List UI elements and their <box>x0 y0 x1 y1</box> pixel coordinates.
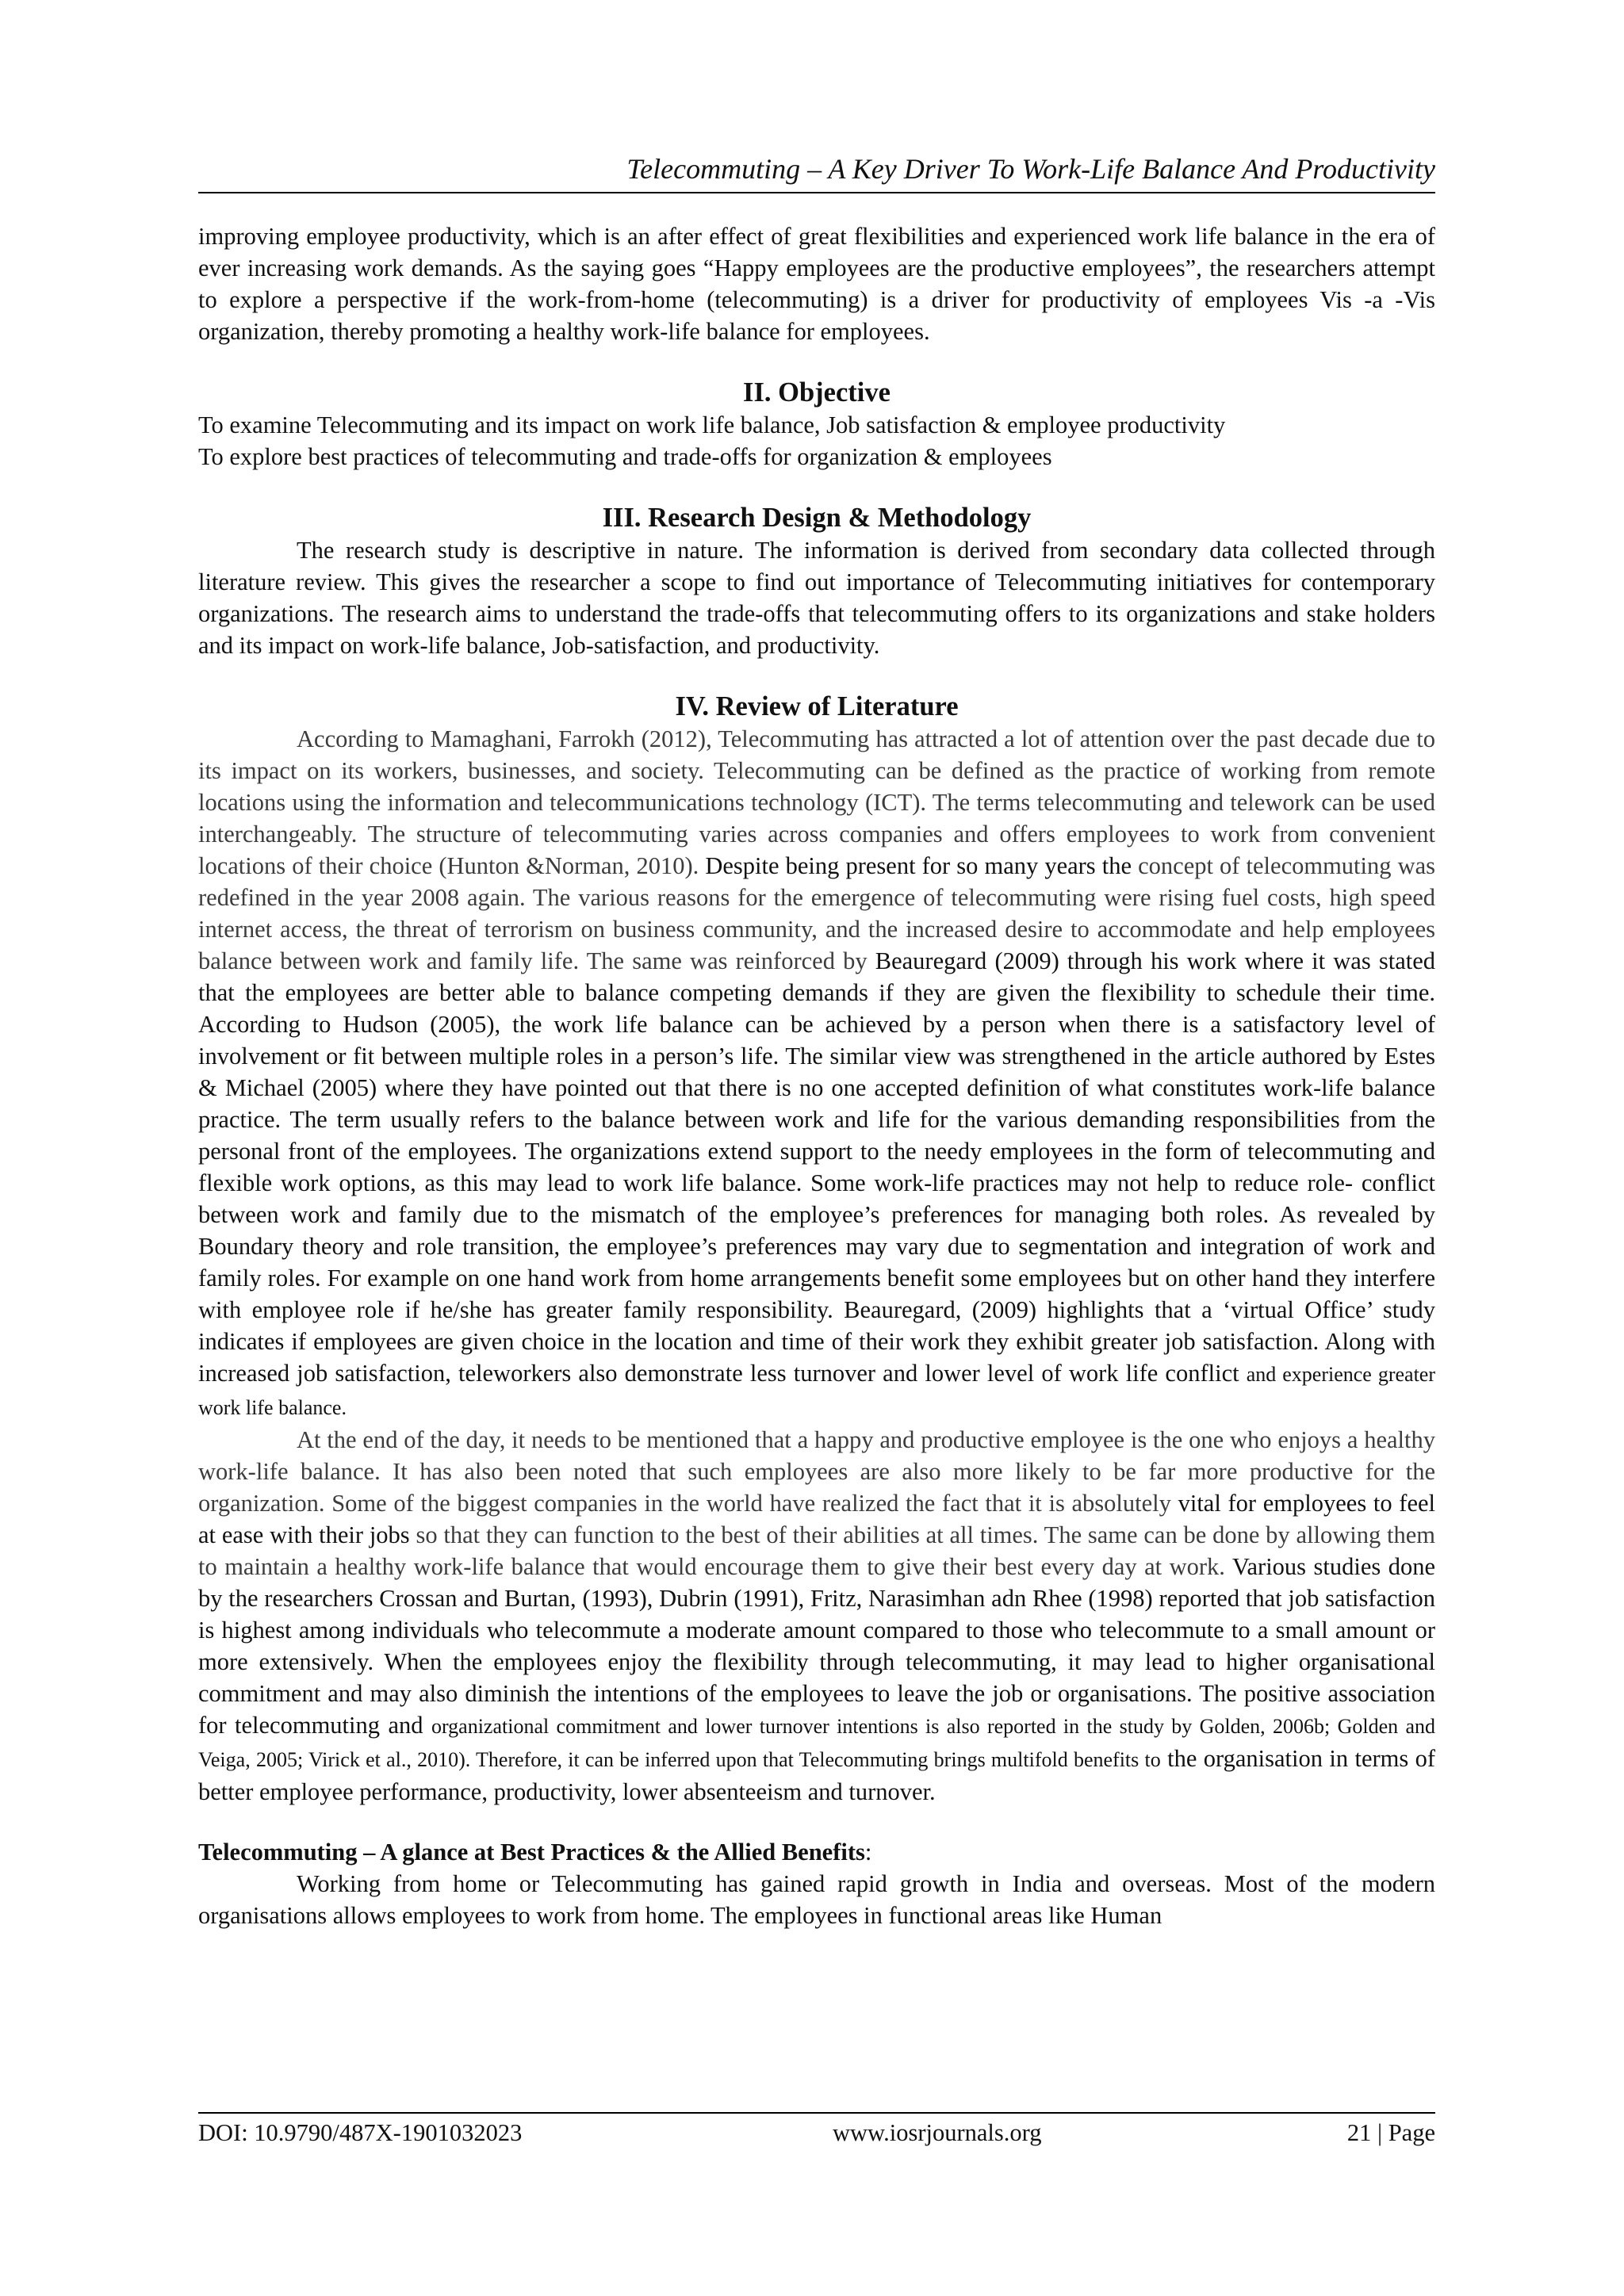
methodology-heading: III. Research Design & Methodology <box>602 503 1032 533</box>
literature-p1-text-d: Beauregard (2009) through his work where it was stated that the employees are better able to balance competing demands if they are given the flexibility to schedule their time. According to Hudson (2005), the work life balance can be achieved by a person when there is a satisfactory level of involvement or fit between multiple roles in a person’s life. The similar view was strengthened in the article authored by Estes & Michael (2005) where they have pointed out that there is no one accepted definition of what constitutes work-life balance practice. The term usually refers to the balance between work and life for the various demanding responsibilities from the personal front of the employees. The organizations extend support to the needy employees in the form of telecommuting and flexible work options, as this may lead to work life balance. Some work-life practices may not help to reduce role- conflict between work and family due to the mismatch of the employee’s preferences for managing both roles. As revealed by Boundary theory and role transition, the employee’s preferences may vary due to segmentation and integration of work and family roles. For example on one hand work from home arrangements benefit some employees but on other hand they interfere with employee role if he/she has greater family responsibility. Beauregard, (2009) highlights that a ‘virtual Office’ study indicates if employees are given choice in the location and time of their work they exhibit greater job satisfaction. Along with increased job satisfaction, teleworkers also demonstrate less turnover and lower level of work life conflict <box>198 947 1435 1387</box>
running-header: Telecommuting – A Key Driver To Work-Life Balance And Productivity <box>626 153 1435 185</box>
literature-p2-text-a: At the end of the day, it needs to be mentioned that a happy and productive employee is the one who enjoys a healthy work-life balance. It has also been noted that such employees are also more likely to be far more productive for the organization. Some of the biggest companies in the world have realized the fact that it is absolutely <box>198 1426 1435 1517</box>
literature-heading: IV. Review of Literature <box>675 691 959 721</box>
intro-paragraph: improving employee productivity, which is an after effect of great flexibilities and experienced work life balance in the era of ever increasing work demands. As the saying goes “Happy employees are the productive employees”, the researchers attempt to explore a perspective if the work-from-home (telecommuting) is a driver for productivity of employees Vis -a -Vis organization, thereby promoting a healthy work-life balance for employees. <box>198 223 1435 345</box>
methodology-paragraph: The research study is descriptive in nature. The information is derived from secondary data collected through literature review. This gives the researcher a scope to find out importance of Telecommuting initiatives for contemporary organizations. The research aims to understand the trade-offs that telecommuting offers to its organizations and stake holders and its impact on work-life balance, Job-satisfaction, and productivity. <box>198 537 1435 659</box>
literature-p1-text-e: and experience greater work life balance. <box>198 1363 1435 1419</box>
header-rule <box>198 192 1435 193</box>
page-body <box>198 220 1435 1931</box>
best-practices-heading-text: Telecommuting – A glance at Best Practices & the Allied Benefits <box>198 1839 865 1866</box>
literature-p2-text-c: so that they can function to the best of their abilities at all times. The same can be done by allowing them to maintain a healthy work-life balance that would encourage them to give their best every day at work. <box>198 1521 1436 1580</box>
literature-paragraph-2 <box>198 1424 1435 1808</box>
literature-p2-text-d: Various studies done by the researchers Crossan and Burtan, (1993), Dubrin (1991), Fritz, Narasimhan adn Rhee (1998) reported that job satisfaction is highest among individuals who telecommute a moderate amount compared to those who telecommute to a small amount or more extensively. When the employees enjoy the flexibility through telecommuting, it may lead to higher organisational commitment and may also diminish the intentions of the employees to leave the job or organisations. The positive association for telecommuting and <box>198 1553 1435 1739</box>
objective-item-2: To explore best practices of telecommuting and trade-offs for organization & employees <box>198 443 1052 470</box>
footer-page-number: 21 | Page <box>1346 2119 1435 2146</box>
best-practices-heading <box>198 1836 1435 1868</box>
objective-item-1: To examine Telecommuting and its impact on work life balance, Job satisfaction & employee productivity <box>198 411 1226 438</box>
best-practices-paragraph: Working from home or Telecommuting has gained rapid growth in India and overseas. Most of the modern organisations allows employees to work from home. The employees in functional areas like Human <box>198 1870 1435 1929</box>
best-practices-heading-colon: : <box>864 1839 872 1866</box>
literature-p1-text-c: concept of telecommuting was redefined in the year 2008 again. The various reasons for the emergence of telecommuting were rising fuel costs, high speed internet access, the threat of terrorism on business community, and the increased desire to accommodate and help employees balance between work and family life. The same was reinforced by <box>198 852 1436 974</box>
footer-website: www.iosrjournals.org <box>833 2119 1042 2146</box>
literature-paragraph-1 <box>198 723 1435 1424</box>
literature-p2-text-f: the organisation in terms of better employee performance, productivity, lower absenteeism and turnover. <box>198 1745 1436 1805</box>
literature-p1-text-b: Despite being present for so many years the <box>705 852 1132 879</box>
footer-rule <box>198 2112 1435 2114</box>
footer-doi: DOI: 10.9790/487X-1901032023 <box>198 2119 523 2146</box>
literature-p2-text-b: vital for employees to feel at ease with their jobs <box>198 1490 1436 1548</box>
literature-p1-text-a: According to Mamaghani, Farrokh (2012), Telecommuting has attracted a lot of attention over the past decade due to its impact on its workers, businesses, and society. Telecommuting can be defined as the practice of working from remote locations using the information and telecommunications technology (ICT). The terms telecommuting and telework can be used interchangeably. The structure of telecommuting varies across companies and offers employees to work from convenient locations of their choice (Hunton &Norman, 2010). <box>198 725 1435 879</box>
literature-p2-text-e: organizational commitment and lower turnover intentions is also reported in the study by Golden, 2006b; Golden and Veiga, 2005; Virick et al., 2010). Therefore, it can be inferred upon that Telecommuting brings multifold benefits to <box>198 1715 1435 1771</box>
paper-page <box>198 0 1435 2296</box>
objective-heading: II. Objective <box>743 377 891 408</box>
